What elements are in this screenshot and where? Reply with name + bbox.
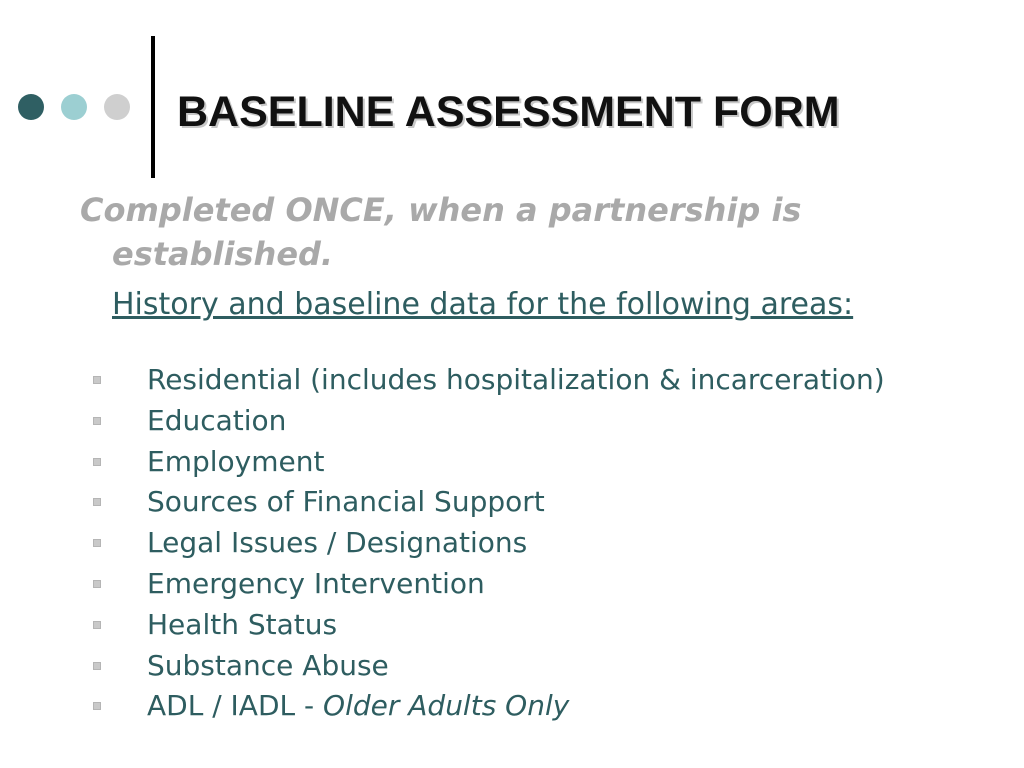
decorative-dot-dark: [18, 94, 44, 120]
square-bullet-icon: [93, 376, 101, 384]
square-bullet-icon: [93, 580, 101, 588]
list-item-label: Education: [147, 403, 287, 437]
square-bullet-icon: [93, 702, 101, 710]
square-bullet-icon: [93, 621, 101, 629]
decorative-dot-light: [61, 94, 87, 120]
square-bullet-icon: [93, 458, 101, 466]
older-adults-only-note: Older Adults Only: [323, 689, 570, 723]
decorative-dot-gray: [104, 94, 130, 120]
list-item-label: [147, 686, 569, 726]
square-bullet-icon: [93, 417, 101, 425]
slide-title: BASELINE ASSESSMENT FORM: [177, 88, 840, 136]
list-item-label: Substance Abuse: [147, 648, 389, 682]
list-item-label: Emergency Intervention: [147, 566, 485, 600]
title-divider-line: [151, 36, 155, 178]
list-item-label: Residential (includes hospitalization & incarceration): [147, 363, 885, 396]
list-item-label: Health Status: [147, 607, 338, 641]
list-item-label: Sources of Financial Support: [147, 485, 545, 519]
list-item-label: Employment: [147, 444, 325, 478]
square-bullet-icon: [93, 498, 101, 506]
slide-subtitle: Completed ONCE, when a partnership is established.: [80, 191, 802, 273]
square-bullet-icon: [93, 662, 101, 670]
list-item-label-text: ADL / IADL -: [147, 689, 324, 723]
history-heading: History and baseline data for the following areas:: [112, 287, 854, 322]
list-item-label: Legal Issues / Designations: [147, 526, 528, 560]
square-bullet-icon: [93, 539, 101, 547]
